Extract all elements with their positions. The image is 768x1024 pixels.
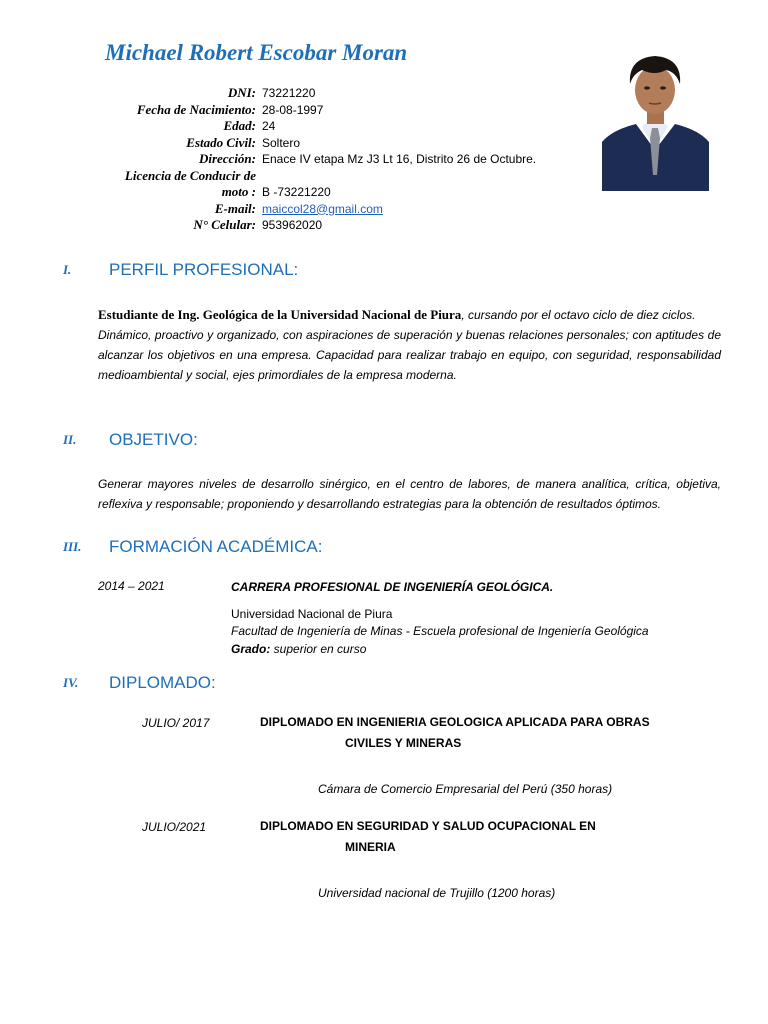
info-label: E-mail: — [214, 200, 256, 216]
info-label: DNI: — [227, 85, 256, 100]
profile-lead: Estudiante de Ing. Geológica de la Universidad Nacional de Piura — [98, 307, 462, 322]
info-label: moto : — [221, 184, 256, 199]
objective-paragraph: Generar mayores niveles de desarrollo sinérgico, en el centro de labores, de manera analítica, crítica, objetiva, reflexiva y responsable; proponiendo y desarrollando estrategias para la obtención de resultados óptimos. — [98, 477, 721, 511]
diploma-date: JULIO/ 2017 — [142, 716, 210, 730]
diploma-title-line: CIVILES Y MINERAS — [345, 736, 462, 750]
info-label: Fecha de Nacimiento: — [136, 101, 256, 117]
diploma-title — [260, 816, 596, 858]
info-value: 953962020 — [262, 218, 323, 232]
info-row-dni — [100, 85, 536, 102]
education-grade-label: Grado: — [231, 641, 271, 656]
diploma-institution: Cámara de Comercio Empresarial del Perú (350 horas) — [318, 782, 613, 796]
info-row-phone — [100, 217, 536, 234]
info-label: Estado Civil: — [186, 134, 256, 150]
diploma-title-line: DIPLOMADO EN SEGURIDAD Y SALUD OCUPACIONAL EN — [260, 819, 596, 833]
section-title: DIPLOMADO: — [109, 673, 216, 692]
diploma-date: JULIO/2021 — [142, 820, 207, 834]
profile-description: Dinámico, proactivo y organizado, con aspiraciones de superación y buenas relaciones personales; con aptitudes de alcanzar los objetivos en una empresa. Capacidad para realizar trabajo en equipo, con seguridad, responsabilidad medioambiental y social, ejes primordiales de la empresa moderna. — [98, 328, 721, 382]
section-diploma-heading — [63, 671, 216, 695]
info-label: Licencia de Conducir de — [124, 167, 256, 183]
diploma-title — [260, 712, 650, 754]
diploma-title-line: DIPLOMADO EN INGENIERIA GEOLOGICA APLICADA PARA OBRAS — [260, 715, 650, 729]
education-years: 2014 – 2021 — [98, 579, 165, 593]
info-row-license-moto — [100, 184, 536, 201]
info-row-address — [100, 151, 536, 168]
info-value: Enace IV etapa Mz J3 Lt 16, Distrito 26 de Octubre. — [262, 152, 537, 166]
section-title: PERFIL PROFESIONAL: — [109, 260, 299, 279]
info-value: 73221220 — [262, 86, 316, 100]
education-title: CARRERA PROFESIONAL DE INGENIERÍA GEOLÓGICA. — [231, 580, 554, 594]
section-number: I. — [63, 262, 72, 277]
info-value: 28-08-1997 — [262, 102, 324, 117]
education-university: Universidad Nacional de Piura — [231, 606, 393, 621]
section-number: II. — [63, 432, 77, 447]
section-objective-heading — [63, 428, 198, 452]
section-title: FORMACIÓN ACADÉMICA: — [109, 537, 323, 556]
profile-paragraph — [98, 305, 721, 385]
info-label: N° Celular: — [193, 217, 256, 232]
education-grade — [231, 641, 649, 659]
info-row-birthdate — [100, 102, 536, 119]
info-row-civil-status — [100, 135, 536, 152]
candidate-name: Michael Robert Escobar Moran — [105, 40, 408, 65]
info-row-license — [100, 168, 536, 185]
education-grade-value: superior en curso — [270, 641, 367, 656]
info-value: 24 — [262, 119, 276, 133]
info-row-email — [100, 201, 536, 218]
info-value: Soltero — [262, 135, 301, 150]
section-number: III. — [63, 539, 82, 554]
diploma-institution: Universidad nacional de Trujillo (1200 horas) — [318, 886, 556, 900]
info-label: Edad: — [223, 118, 256, 133]
email-link[interactable]: maiccol28@gmail.com — [262, 201, 383, 216]
personal-info — [100, 85, 536, 234]
section-education-heading — [63, 535, 322, 559]
education-faculty: Facultad de Ingeniería de Minas - Escuela profesional de Ingeniería Geológica — [231, 624, 649, 638]
info-row-age — [100, 118, 536, 135]
profile-lead-rest: , cursando por el octavo ciclo de diez ciclos. — [461, 308, 696, 322]
education-details — [231, 579, 649, 658]
info-label: Dirección: — [198, 151, 256, 166]
diploma-title-line: MINERIA — [345, 840, 396, 854]
person-photo — [602, 50, 709, 191]
section-profile-heading — [63, 258, 298, 282]
section-number: IV. — [63, 675, 79, 690]
section-title: OBJETIVO: — [109, 430, 198, 449]
info-value: B -73221220 — [262, 185, 331, 199]
person-photo-icon — [602, 50, 709, 191]
